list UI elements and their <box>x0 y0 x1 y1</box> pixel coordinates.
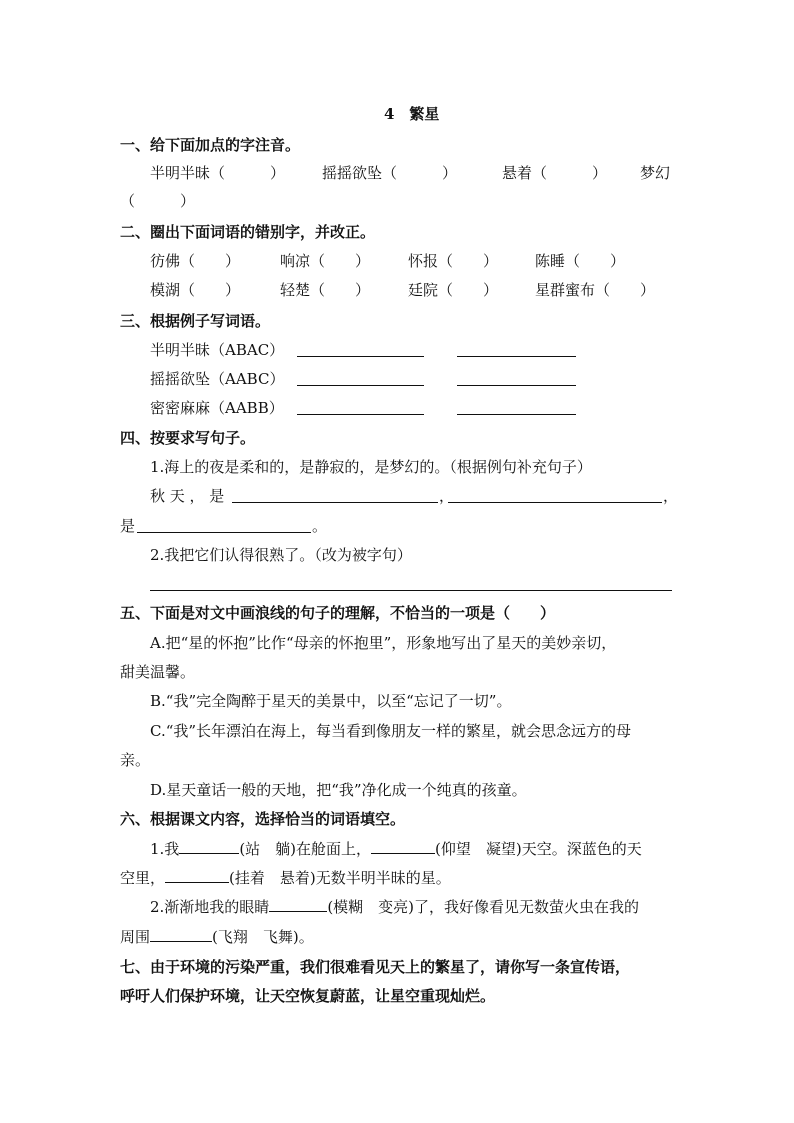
s6-text: 1.我 <box>150 840 180 858</box>
s2-word-6: 轻楚（ ） <box>280 281 371 299</box>
section-5-heading: 五、下面是对文中画浪线的句子的理解，不恰当的一项是（ ） <box>120 604 556 622</box>
s5-option-a-cont: 甜美温馨。 <box>120 663 196 681</box>
section-7-heading: 七、由于环境的污染严重，我们很难看见天上的繁星了，请你写一条宣传语， <box>120 958 631 976</box>
s4-answer-line[interactable] <box>137 532 311 533</box>
s3-answer-line[interactable] <box>457 414 576 415</box>
s2-word-3: 怀报（ ） <box>408 252 499 270</box>
section-6-heading: 六、根据课文内容，选择恰当的词语填空。 <box>120 810 406 828</box>
s5-option-c: C.“我”长年漂泊在海上，每当看到像朋友一样的繁星，就会思念远方的母 <box>150 722 632 740</box>
s1-item-2: 摇摇欲坠（ ） <box>322 164 458 182</box>
s3-example-1: 半明半昧（ABAC） <box>150 341 285 359</box>
s3-answer-line[interactable] <box>457 356 576 357</box>
s6-text: (飞翔 飞舞)。 <box>212 928 314 946</box>
s6-line-3 <box>150 897 639 917</box>
s6-blank[interactable] <box>371 839 435 854</box>
s6-line-1 <box>150 839 642 859</box>
s6-line-2 <box>120 868 451 888</box>
s3-answer-line[interactable] <box>297 385 424 386</box>
s1-item-3: 悬着（ ） <box>502 164 608 182</box>
s1-item-4-paren: （ ） <box>120 192 196 210</box>
section-1-heading: 一、给下面加点的字注音。 <box>120 136 301 154</box>
section-4-heading: 四、按要求写句子。 <box>120 429 256 447</box>
s2-word-5: 模湖（ ） <box>150 281 241 299</box>
s4-question-1: 1.海上的夜是柔和的，是静寂的，是梦幻的。（根据例句补充句子） <box>150 458 592 476</box>
s3-example-2: 摇摇欲坠（AABC） <box>150 370 285 388</box>
s5-option-d: D.星天童话一般的天地，把“我”净化成一个纯真的孩童。 <box>150 781 527 799</box>
s2-word-8: 星群蜜布（ ） <box>535 281 656 299</box>
s6-text: 周围 <box>120 928 151 946</box>
s5-option-c-cont: 亲。 <box>120 751 151 769</box>
s1-item-1: 半明半昧（ ） <box>150 164 286 182</box>
s6-text: 2.渐渐地我的眼睛 <box>150 898 270 916</box>
s6-blank[interactable] <box>179 839 239 854</box>
s6-text: (模糊 变亮)了，我好像看见无数萤火虫在我的 <box>327 898 640 916</box>
s4-period: 。 <box>312 517 328 535</box>
s4-question-2: 2.我把它们认得很熟了。（改为被字句） <box>150 546 412 564</box>
section-3-heading: 三、根据例子写词语。 <box>120 312 271 330</box>
s4-comma: ， <box>439 487 455 505</box>
s6-text: (挂着 悬着)无数半明半昧的星。 <box>229 869 451 887</box>
s6-text: (仰望 凝望)天空。深蓝色的天 <box>435 840 642 858</box>
s3-answer-line[interactable] <box>297 356 424 357</box>
s3-example-3: 密密麻麻（AABB） <box>150 399 284 417</box>
s4-answer-line[interactable] <box>448 502 662 503</box>
s2-word-4: 陈睡（ ） <box>535 252 626 270</box>
s4-q1-prefix: 秋 天 ， 是 <box>150 487 225 505</box>
s6-text: 空里， <box>120 869 166 887</box>
s5-option-b: B.“我”完全陶醉于星天的美景中，以至“忘记了一切”。 <box>150 692 512 710</box>
s6-blank[interactable] <box>269 897 327 912</box>
s4-q2-answer-line[interactable] <box>150 590 672 591</box>
s2-word-1: 彷佛（ ） <box>150 252 241 270</box>
s3-answer-line[interactable] <box>297 414 424 415</box>
s4-answer-line[interactable] <box>232 502 438 503</box>
s6-blank[interactable] <box>150 927 212 942</box>
s6-line-4 <box>120 927 314 947</box>
s4-comma-2: ， <box>663 487 679 505</box>
s1-item-4: 梦幻 <box>640 164 671 182</box>
section-2-heading: 二、圈出下面词语的错别字，并改正。 <box>120 223 376 241</box>
s2-word-7: 廷院（ ） <box>408 281 499 299</box>
s3-answer-line[interactable] <box>457 385 576 386</box>
s4-is: 是 <box>120 517 136 535</box>
s5-option-a: A.把“星的怀抱”比作“母亲的怀抱里”，形象地写出了星天的美妙亲切， <box>150 634 617 652</box>
page-title: 4 繁星 <box>384 105 440 123</box>
s6-blank[interactable] <box>165 868 229 883</box>
section-7-heading-cont: 呼吁人们保护环境，让天空恢复蔚蓝，让星空重现灿烂。 <box>120 987 496 1005</box>
s2-word-2: 响凉（ ） <box>280 252 371 270</box>
s6-text: (站 躺)在舱面上， <box>239 840 372 858</box>
